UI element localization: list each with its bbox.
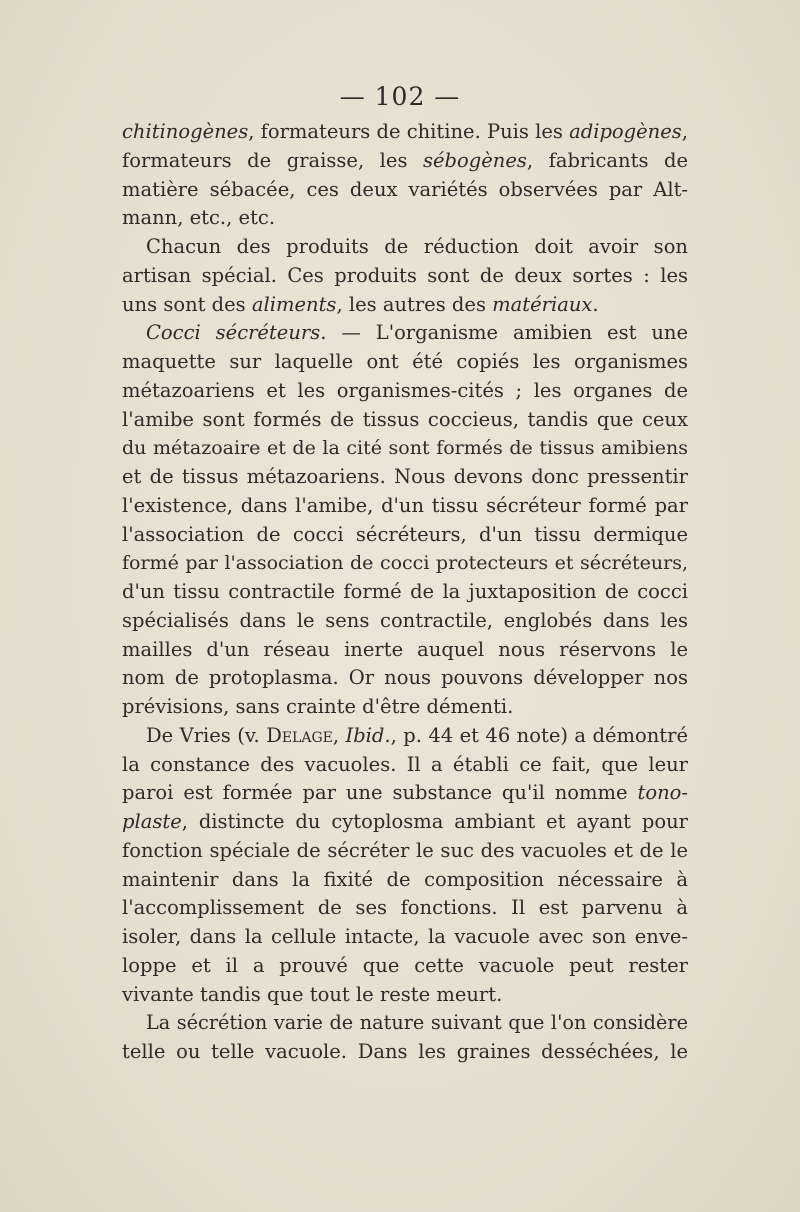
text-line [122, 233, 688, 262]
text-line [122, 176, 688, 205]
text-line [122, 204, 688, 233]
text-line [122, 578, 688, 607]
small-caps-text: Delage [266, 723, 333, 747]
text-line [122, 693, 688, 722]
text-run: l'amibe sont formés de tissus coccieus, tandis que ceux [122, 407, 688, 431]
text-run: mailles d'un réseau inerte auquel nous réservons le [122, 637, 688, 661]
text-run: De Vries (v. [146, 723, 267, 747]
text-run: la constance des vacuoles. Il a établi ce fait, que leur [122, 752, 688, 776]
text-run: , fabricants de [526, 148, 688, 172]
italic-text: aliments [251, 292, 337, 316]
text-run: isoler, dans la cellule intacte, la vacuole avec son enve- [122, 925, 688, 948]
text-run: maintenir dans la fixité de composition nécessaire à [122, 867, 688, 891]
text-run: formé par l'association de cocci protecteurs et sécréteurs, [122, 552, 688, 575]
text-run: maquette sur laquelle ont été copiés les organismes [122, 350, 688, 373]
text-run: nom de protoplasma. Or nous pouvons développer nos [122, 666, 688, 690]
text-run: , p. 44 et 46 note) a démontré [390, 723, 688, 747]
text-run: , [681, 120, 688, 143]
text-line [122, 894, 688, 923]
text-line [122, 607, 688, 636]
text-run: , formateurs de chitine. Puis les [248, 120, 570, 143]
text-run: formateurs de graisse, les [122, 148, 423, 172]
text-line [122, 837, 688, 866]
text-run: l'existence, dans l'amibe, d'un tissu sécréteur formé par [122, 493, 688, 517]
italic-text: adipogènes [569, 120, 682, 143]
text-run: spécialisés dans le sens contractile, englobés dans les [122, 608, 688, 632]
body-text [122, 118, 688, 1067]
text-line [122, 664, 688, 693]
text-run: uns sont des [122, 292, 252, 316]
text-line [122, 147, 688, 176]
text-run: telle ou telle vacuole. Dans les graines desséchées, le [122, 1040, 688, 1063]
text-run: loppe et il a prouvé que cette vacuole peut rester [122, 953, 688, 977]
text-line [122, 319, 688, 348]
text-run: vivante tandis que tout le reste meurt. [122, 982, 503, 1006]
text-line [122, 981, 688, 1010]
text-run: et de tissus métazoariens. Nous devons donc pressentir [122, 465, 688, 488]
text-line [122, 952, 688, 981]
text-line [122, 866, 688, 895]
text-line [122, 722, 688, 751]
text-line [122, 348, 688, 377]
italic-text: plaste [122, 810, 182, 833]
text-line [122, 291, 688, 320]
text-line [122, 434, 688, 463]
italic-text: Ibid. [345, 723, 391, 747]
text-line [122, 377, 688, 406]
text-line [122, 406, 688, 435]
text-run: l'association de cocci sécréteurs, d'un tissu dermique [122, 522, 688, 546]
text-line [122, 262, 688, 291]
text-run: , les autres des [336, 292, 493, 316]
text-run: prévisions, sans crainte d'être démenti. [122, 695, 514, 718]
text-run: mann, etc., etc. [122, 206, 276, 230]
text-run: , [332, 723, 346, 747]
text-run: artisan spécial. Ces produits sont de deux sortes : les [122, 263, 688, 287]
text-line [122, 549, 688, 578]
italic-text: chitinogènes [122, 120, 249, 143]
italic-text: sébogènes [422, 148, 527, 172]
italic-text: Cocci sécréteurs [146, 321, 321, 345]
text-run: métazoariens et les organismes-cités ; les organes de [122, 378, 688, 402]
italic-text: tono- [637, 781, 688, 805]
text-line [122, 492, 688, 521]
text-run: l'accomplissement de ses fonctions. Il est parvenu à [122, 896, 688, 920]
text-run: . [592, 292, 599, 316]
text-run: paroi est formée par une substance qu'il nomme [122, 781, 638, 805]
text-run: du métazoaire et de la cité sont formés de tissus amibiens [122, 437, 688, 460]
text-line [122, 1038, 688, 1067]
text-line [122, 1009, 688, 1038]
text-run: La sécrétion varie de nature suivant que l'on considère [146, 1011, 688, 1035]
text-line [122, 779, 688, 808]
text-run: Chacun des produits de réduction doit avoir son [146, 235, 688, 258]
text-line [122, 636, 688, 665]
text-run: d'un tissu contractile formé de la juxtaposition de cocci [122, 580, 688, 603]
text-run: fonction spéciale de sécréter le suc des vacuoles et de le [122, 838, 688, 862]
text-line [122, 923, 688, 952]
text-line [122, 463, 688, 492]
text-run: , distincte du cytoplosma ambiant et ayant pour [181, 810, 688, 833]
text-line [122, 118, 688, 147]
text-run: matière sébacée, ces deux variétés observées par Alt- [122, 177, 688, 201]
text-line [122, 521, 688, 550]
text-line [122, 808, 688, 837]
text-run: . — L'organisme amibien est une [320, 321, 689, 345]
text-line [122, 751, 688, 780]
page-number: — 102 — [339, 82, 461, 111]
italic-text: matériaux [492, 292, 593, 316]
